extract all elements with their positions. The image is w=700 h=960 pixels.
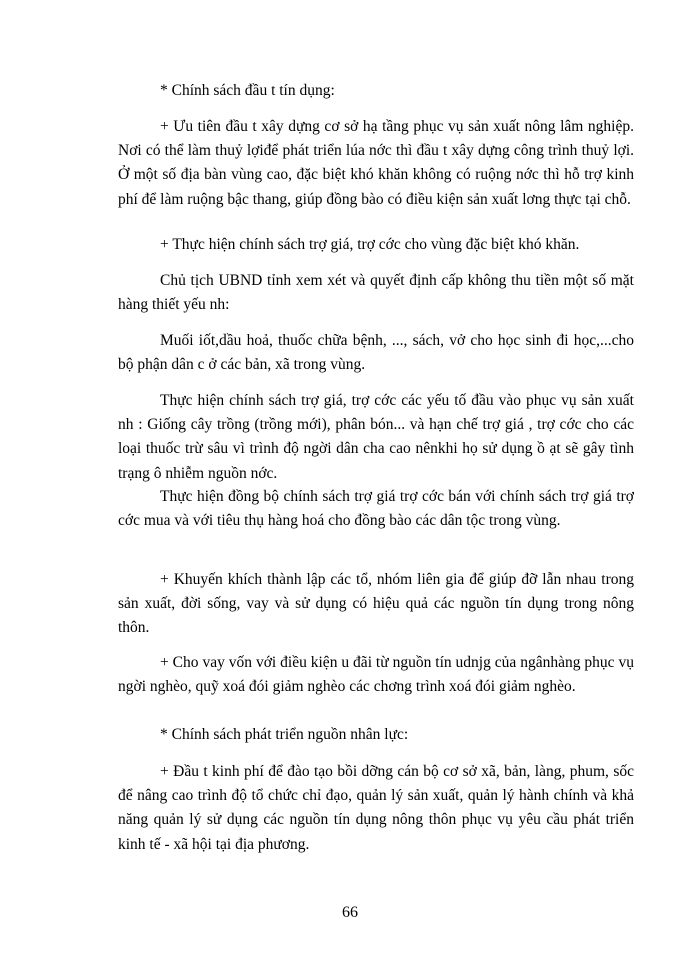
paragraph-infrastructure-investment: + Ưu tiên đầu t xây dựng cơ sở hạ tầng phục vụ sản xuất nông lâm nghiệp. Nơi có thể làm thuỷ lợiđể phát triển lúa nớc thì đầu t xây dựng công trình thuỷ lợi. Ở một số địa bàn vùng cao, đặc biệt khó khăn không có ruộng nớc thì hỗ trợ kinh phí để làm ruộng bậc thang, giúp đồng bào có điều kiện sản xuất lơng thực tại chỗ. [118, 118, 634, 208]
heading-credit-policy: * Chính sách đầu t tín dụng: [160, 82, 335, 99]
heading-human-resources: * Chính sách phát triển nguồn nhân lực: [160, 726, 409, 743]
paragraph-preferential-loans: + Cho vay vốn với điều kiện u đãi từ nguồn tín udnjg của ngânhàng phục vụ ngời nghèo, quỹ xoá đói giảm nghèo các chơng trình xoá đói giảm nghèo. [118, 654, 634, 696]
paragraph-group-formation: + Khuyến khích thành lập các tổ, nhóm liên gia để giúp đỡ lẫn nhau trong sản xuất, đời sống, vay và sử dụng có hiệu quả các nguồn tín dụng trong nông thôn. [118, 571, 634, 637]
page-number: 66 [342, 904, 358, 921]
paragraph-price-subsidy: + Thực hiện chính sách trợ giá, trợ cớc cho vùng đặc biệt khó khăn. [160, 236, 580, 253]
paragraph-synchronized-subsidy: Thực hiện đồng bộ chính sách trợ giá trợ cớc bán với chính sách trợ giá trợ cớc mua và với tiêu thụ hàng hoá cho đồng bào các dân tộc trong vùng. [118, 488, 634, 530]
paragraph-essential-goods: Muối iốt,dầu hoả, thuốc chữa bệnh, ..., sách, vở cho học sinh đi học,...cho bộ phận dân c ở các bản, xã trong vùng. [118, 332, 634, 374]
paragraph-training-investment: + Đầu t kinh phí để đào tạo bồi dỡng cán bộ cơ sở xã, bản, làng, phum, sốc để nâng cao trình độ tổ chức chỉ đạo, quản lý sản xuất, quản lý hành chính và khả năng quản lý sử dụng các nguồn tín dụng nông thôn phục vụ yêu cầu phát triển kinh tế - xã hội tại địa phương. [118, 763, 634, 853]
paragraph-input-subsidy: Thực hiện chính sách trợ giá, trợ cớc các yếu tố đầu vào phục vụ sản xuất nh : Giống cây trồng (trồng mới), phân bón... và hạn chế trợ giá , trợ cớc cho các loại thuốc trừ sâu vì trình độ ngời dân cha cao nênkhi họ sử dụng ồ ạt sẽ gây tình trạng ô nhiễm nguồn nớc. [118, 392, 634, 482]
paragraph-provincial-chairman: Chủ tịch UBND tỉnh xem xét và quyết định cấp không thu tiền một số mặt hàng thiết yếu nh: [118, 272, 634, 314]
